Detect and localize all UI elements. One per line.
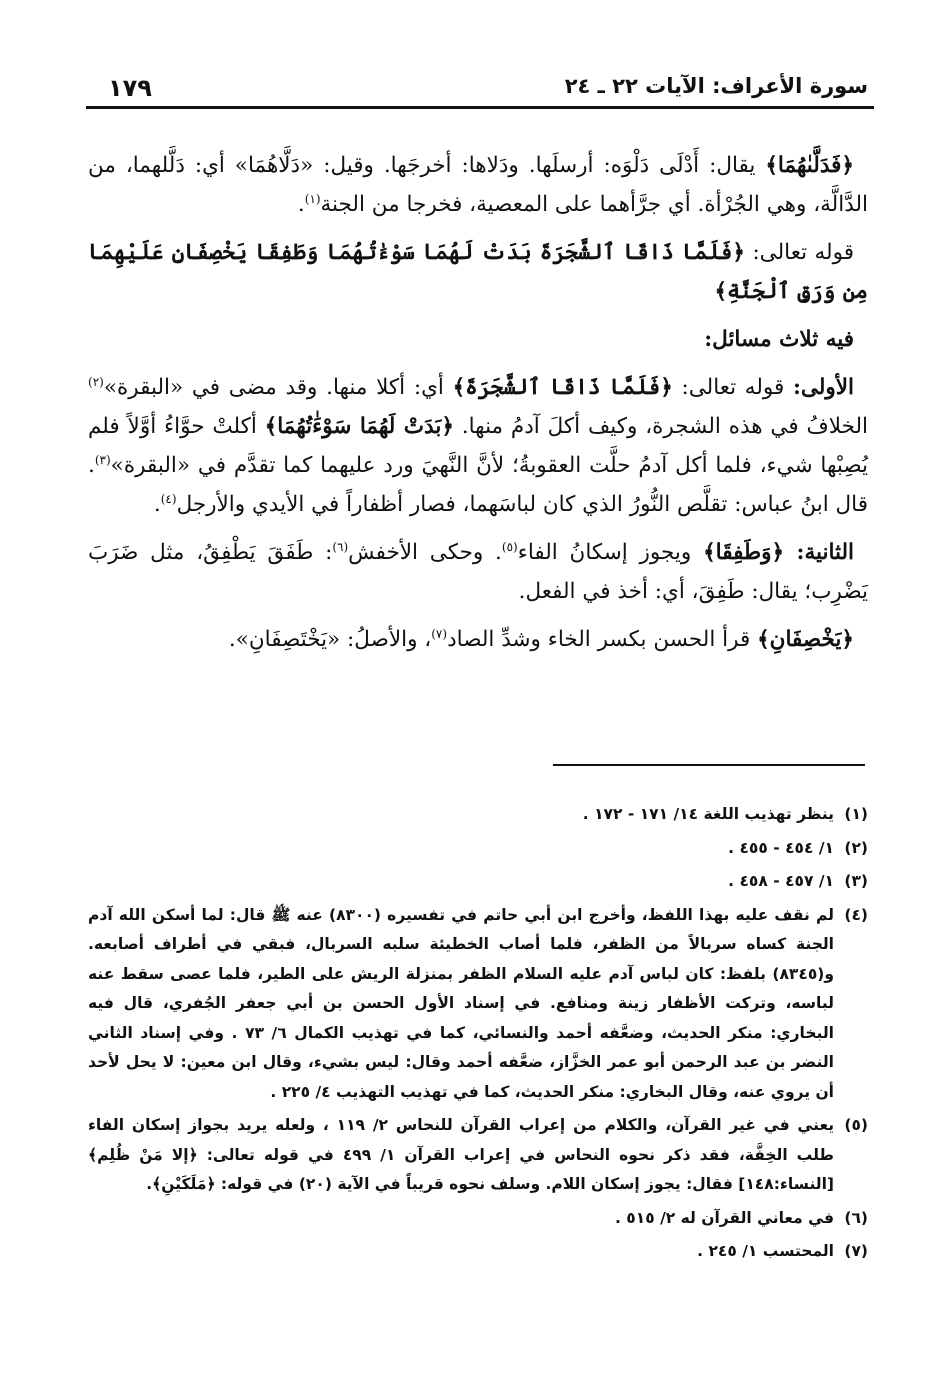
footnote-item bbox=[88, 867, 868, 897]
footnote-ref[interactable]: (١) bbox=[304, 191, 321, 206]
quran-quote: ﴿بَدَتْ لَهُمَا سَوْءَٰتُهُمَا﴾ bbox=[264, 414, 454, 439]
paragraph-1 bbox=[88, 146, 868, 224]
running-header bbox=[86, 74, 874, 104]
footnote-text: يعني في غير القرآن، والكلام من إعراب القرآن للنحاس ٢/ ١١٩ ، ولعله يريد بجواز إسكان الفاء طلب الخِفَّة، فقد ذكر نحوه النحاس في إعراب القرآن ١/ ٤٩٩ في قوله تعالى: ﴿إلا مَنْ ظُلِم﴾ [النساء:١٤٨] فقال: يجوز إسكان اللام. وسلف نحوه قريباً في الآية (٢٠) في قوله: ﴿مَلَكَيْنِ﴾. bbox=[88, 1116, 835, 1193]
footnote-number: (٣) bbox=[844, 872, 868, 890]
quran-quote: ﴿فَدَلَّىٰهُمَا﴾ bbox=[765, 153, 854, 178]
paragraph-text: . bbox=[153, 492, 161, 517]
paragraph-text: يقال: أَدْلَى دَلْوَه: أرسلَها. ودَلاها: أخرجَها. وقيل: «دَلَّاهُمَا» أي: دَلَّلهما، من الدَّالَّة، وهي الجُرْأة. أي جرَّأهما على المعصية، فخرجا من الجنة bbox=[88, 153, 868, 217]
paragraph-text: . قال ابنُ عباس: تقلَّص النُّورُ الذي كان لباسَهما، فصار أظفاراً في الأيدي والأرجل bbox=[88, 453, 868, 517]
paragraph-4 bbox=[88, 368, 868, 524]
footnote-number: (٦) bbox=[844, 1208, 868, 1227]
paragraph-text: : طَفَقَ يَطْفِقُ، مثل ضَرَبَ يَضْرِب؛ يقال: طَفِقَ، أي: أخذ في الفعل. bbox=[88, 540, 868, 604]
issue-label: الأولى: bbox=[792, 375, 854, 400]
footnote-item bbox=[88, 1237, 868, 1267]
footnote-ref[interactable]: (٤) bbox=[160, 491, 177, 506]
quran-quote: ﴿يَخْصِفَانِ﴾ bbox=[757, 627, 854, 652]
footnote-item bbox=[88, 800, 868, 830]
footnote-item bbox=[88, 1204, 868, 1234]
footnote-number: (١) bbox=[844, 805, 868, 823]
paragraph-6 bbox=[88, 620, 868, 659]
paragraph-text: قرأ الحسن بكسر الخاء وشدِّ الصاد bbox=[447, 627, 758, 652]
page-number: ١٧٩ bbox=[108, 74, 152, 102]
heading-text: فيه ثلاث مسائل: bbox=[704, 327, 854, 352]
paragraph-text: ويجوز إسكانُ الفاء bbox=[517, 540, 704, 565]
footnote-text: ينظر تهذيب اللغة ١٤/ ١٧١ - ١٧٢ . bbox=[582, 805, 834, 823]
footnote-ref[interactable]: (٢) bbox=[88, 374, 104, 389]
paragraph-5 bbox=[88, 533, 868, 611]
footnote-item bbox=[88, 834, 868, 864]
footnote-text: ١/ ٤٥٧ - ٤٥٨ . bbox=[728, 872, 834, 890]
footnote-text: في معاني القرآن له ٢/ ٥١٥ . bbox=[615, 1208, 834, 1227]
quran-quote: ﴿فَلَمَّا ذَاقَا ٱلشَّجَرَةَ﴾ bbox=[452, 375, 673, 400]
footnote-text: لم نقف عليه بهذا اللفظ، وأخرج ابن أبي حاتم في تفسيره (٨٣٠٠) عنه ﷺ قال: لما أسكن الله آدم الجنة كساه سربالاً من الظفر، فلما أصاب الخطيئة سلبه السربال، فبقي في أطراف أصابعه. و(٨٣٤٥) بلفظ: كان لباس آدم عليه السلام الظفر بمنزلة الريش على الطير، فلما عصى سقط عنه لباسه، وتركت الأظفار زينة ومنافع. في إسناد الأول الحسن بن أبي جعفر الجُفري، قال فيه البخاري: منكر الحديث، وضعَّفه أحمد والنسائي، كما في تهذيب الكمال ٦/ ٧٣ . وفي إسناد الثاني النضر بن عبد الرحمن أبو عمر الخزَّاز، ضعَّفه أحمد وقال: ليس بشيء، وقال ابن معين: لا يحل لأحد أن يروي عنه، وقال البخاري: منكر الحديث، كما في تهذيب التهذيب ٤/ ٢٢٥ . bbox=[88, 905, 834, 1101]
paragraph-text: أي: أكلا منها. وقد مضى في «البقرة» bbox=[103, 375, 453, 400]
quran-quote: ﴿فَلَمَّا ذَاقَا ٱلشَّجَرَةَ بَدَتْ لَهُمَا سَوْءَٰتُهُمَا وَطَفِقَا يَخْصِفَانِ عَلَيْهِمَا مِن وَرَقِ ٱلْجَنَّةِ﴾ bbox=[88, 240, 868, 304]
paragraph-text: قوله تعالى: bbox=[672, 375, 793, 400]
section-heading bbox=[88, 320, 868, 359]
header-rule bbox=[86, 106, 874, 109]
paragraph-text: ، والأصلُ: «يَخْتَصِفَانِ». bbox=[228, 627, 432, 652]
footnote-ref[interactable]: (٥) bbox=[501, 539, 518, 554]
main-text bbox=[88, 146, 868, 668]
footnote-separator bbox=[553, 764, 865, 766]
paragraph-2 bbox=[88, 233, 868, 311]
header-title: سورة الأعراف: الآيات ٢٢ ـ ٢٤ bbox=[564, 74, 868, 98]
paragraph-text: الخلافُ في هذه الشجرة، وكيف أكلَ آدمُ منها. bbox=[453, 414, 868, 439]
footnote-text: ١/ ٤٥٤ - ٤٥٥ . bbox=[728, 838, 834, 857]
footnote-item bbox=[88, 1111, 868, 1200]
paragraph-text: قوله تعالى: bbox=[744, 240, 854, 265]
paragraph-text: . وحكى الأخفش bbox=[348, 540, 502, 565]
footnote-ref[interactable]: (٦) bbox=[332, 539, 349, 554]
footnote-number: (٢) bbox=[844, 838, 868, 857]
footnote-item bbox=[88, 901, 868, 1108]
quran-quote: ﴿وَطَفِقَا﴾ bbox=[703, 540, 797, 565]
footnote-ref[interactable]: (٧) bbox=[431, 626, 448, 641]
footnote-number: (٧) bbox=[844, 1242, 868, 1260]
footnote-text: المحتسب ١/ ٢٤٥ . bbox=[697, 1242, 834, 1260]
paragraph-text: أكلتْ حوَّاءُ أوَّلاً فلم يُصِبْها شيء، فلما أكل آدمُ حلَّت العقوبةُ؛ لأنَّ النَّهيَ ورد عليهما كما تقدَّم في «البقرة» bbox=[88, 414, 868, 478]
footnote-number: (٤) bbox=[844, 905, 868, 924]
issue-label: الثانية: bbox=[796, 540, 855, 565]
footnote-number: (٥) bbox=[844, 1116, 868, 1134]
paragraph-text: . bbox=[297, 192, 305, 217]
footnotes bbox=[88, 800, 868, 1271]
footnote-ref[interactable]: (٣) bbox=[94, 452, 111, 467]
